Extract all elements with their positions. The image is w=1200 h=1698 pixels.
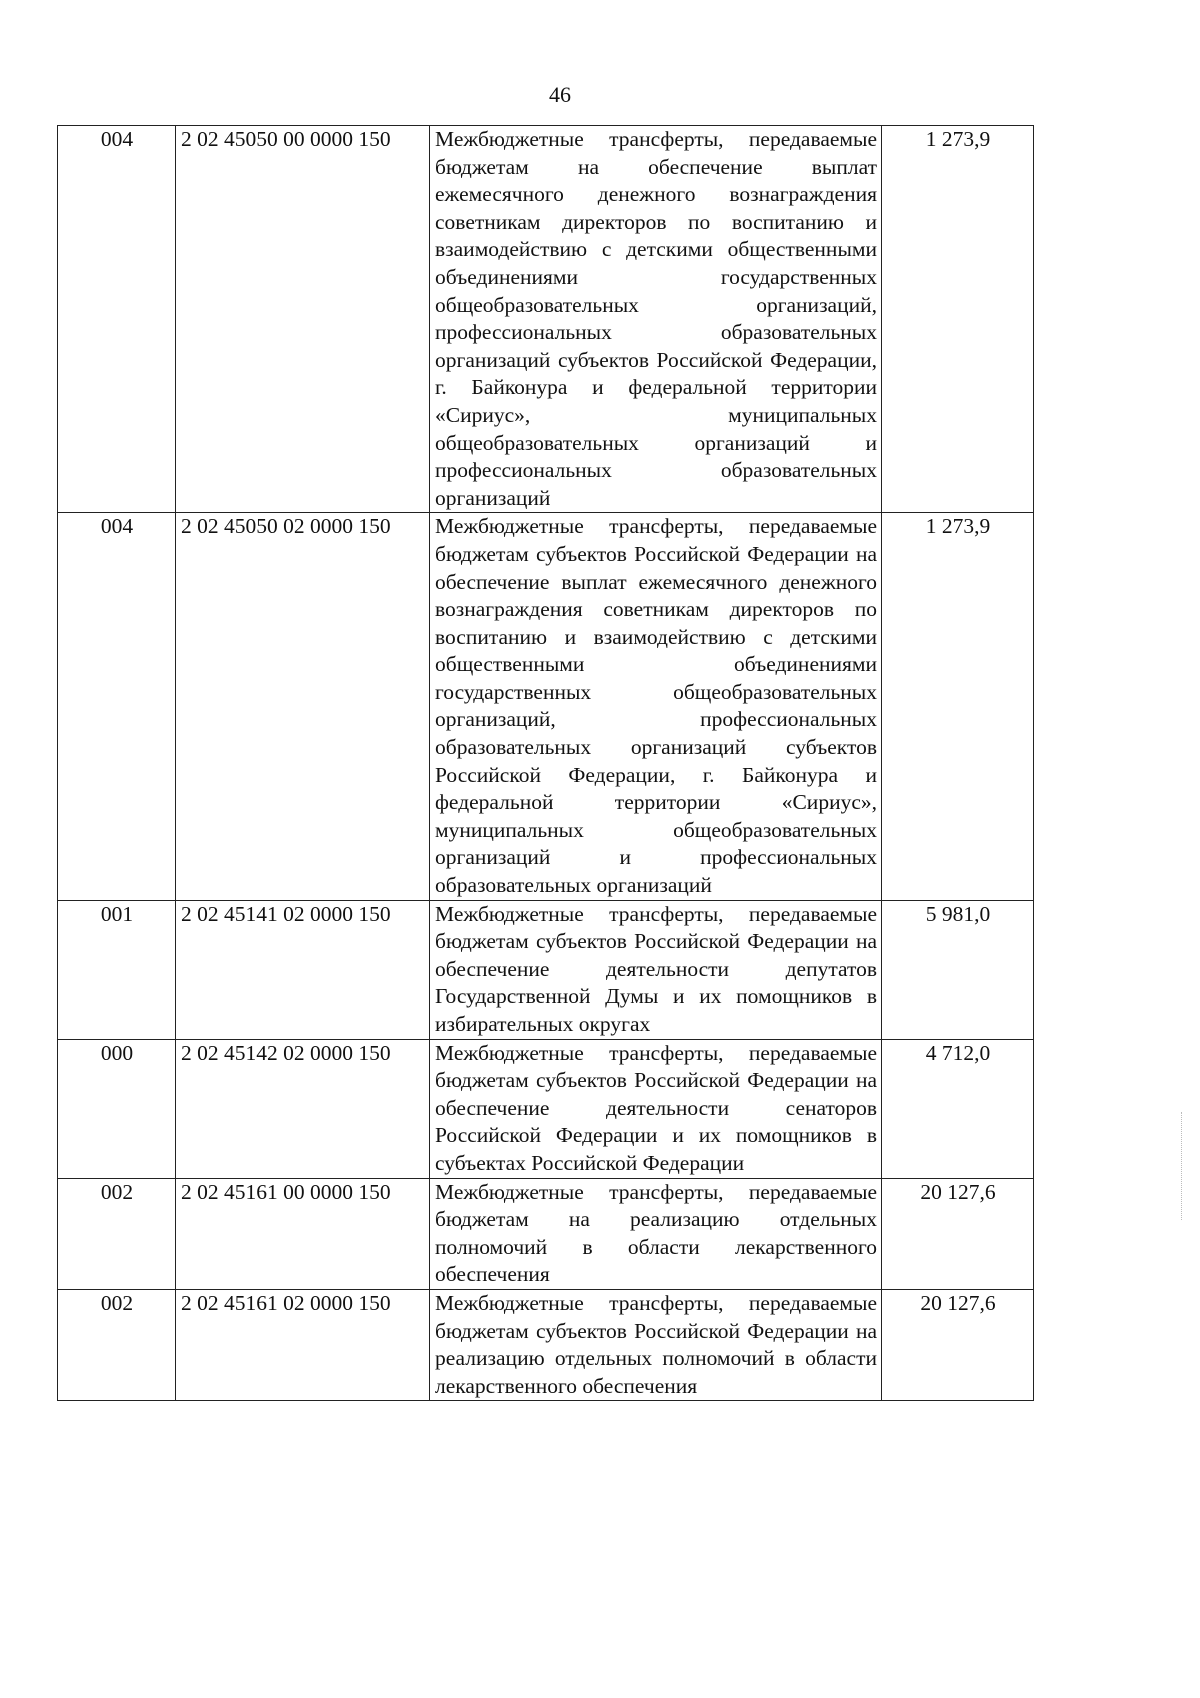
admin-code-cell: 002 xyxy=(58,1289,176,1400)
amount-cell: 1 273,9 xyxy=(882,513,1034,900)
amount-cell: 4 712,0 xyxy=(882,1039,1034,1178)
page-number: 46 xyxy=(549,82,571,107)
budget-code-cell: 2 02 45050 02 0000 150 xyxy=(176,513,430,900)
table-row xyxy=(58,513,1034,900)
admin-code-cell: 004 xyxy=(58,126,176,513)
revenue-name-cell: Межбюджетные трансферты, передаваемые бюджетам на реализацию отдельных полномочий в области лекарственного обеспечения xyxy=(430,1178,882,1289)
revenue-name-cell: Межбюджетные трансферты, передаваемые бюджетам субъектов Российской Федерации на обеспечение деятельности депутатов Государственной Думы и их помощников в избирательных округах xyxy=(430,900,882,1039)
table-row xyxy=(58,1039,1034,1178)
table-row xyxy=(58,1289,1034,1400)
revenue-name-cell: Межбюджетные трансферты, передаваемые бюджетам субъектов Российской Федерации на обеспечение выплат ежемесячного денежного вознаграждения советникам директоров по воспитанию и взаимодействию с детскими общественными объединениями государственных общеобразовательных организаций, профессиональных образовательных организаций субъектов Российской Федерации, г. Байконура и федеральной территории «Сириус», муниципальных общеобразовательных организаций и профессиональных образовательных организаций xyxy=(430,513,882,900)
admin-code-cell: 004 xyxy=(58,513,176,900)
revenue-name-cell: Межбюджетные трансферты, передаваемые бюджетам субъектов Российской Федерации на обеспечение деятельности сенаторов Российской Федерации и их помощников в субъектах Российской Федерации xyxy=(430,1039,882,1178)
budget-code-cell: 2 02 45142 02 0000 150 xyxy=(176,1039,430,1178)
budget-revenue-table xyxy=(57,125,1034,1401)
amount-cell: 20 127,6 xyxy=(882,1178,1034,1289)
amount-cell: 20 127,6 xyxy=(882,1289,1034,1400)
amount-cell: 1 273,9 xyxy=(882,126,1034,513)
budget-code-cell: 2 02 45141 02 0000 150 xyxy=(176,900,430,1039)
revenue-name-cell: Межбюджетные трансферты, передаваемые бюджетам субъектов Российской Федерации на реализацию отдельных полномочий в области лекарственного обеспечения xyxy=(430,1289,882,1400)
admin-code-cell: 000 xyxy=(58,1039,176,1178)
table-row xyxy=(58,900,1034,1039)
admin-code-cell: 001 xyxy=(58,900,176,1039)
scan-artifact xyxy=(1181,1112,1183,1220)
budget-code-cell: 2 02 45050 00 0000 150 xyxy=(176,126,430,513)
amount-cell: 5 981,0 xyxy=(882,900,1034,1039)
table-row xyxy=(58,126,1034,513)
revenue-name-cell: Межбюджетные трансферты, передаваемые бюджетам на обеспечение выплат ежемесячного денежного вознаграждения советникам директоров по воспитанию и взаимодействию с детскими общественными объединениями государственных общеобразовательных организаций, профессиональных образовательных организаций субъектов Российской Федерации, г. Байконура и федеральной территории «Сириус», муниципальных общеобразовательных организаций и профессиональных образовательных организаций xyxy=(430,126,882,513)
budget-code-cell: 2 02 45161 02 0000 150 xyxy=(176,1289,430,1400)
table-row xyxy=(58,1178,1034,1289)
budget-code-cell: 2 02 45161 00 0000 150 xyxy=(176,1178,430,1289)
admin-code-cell: 002 xyxy=(58,1178,176,1289)
